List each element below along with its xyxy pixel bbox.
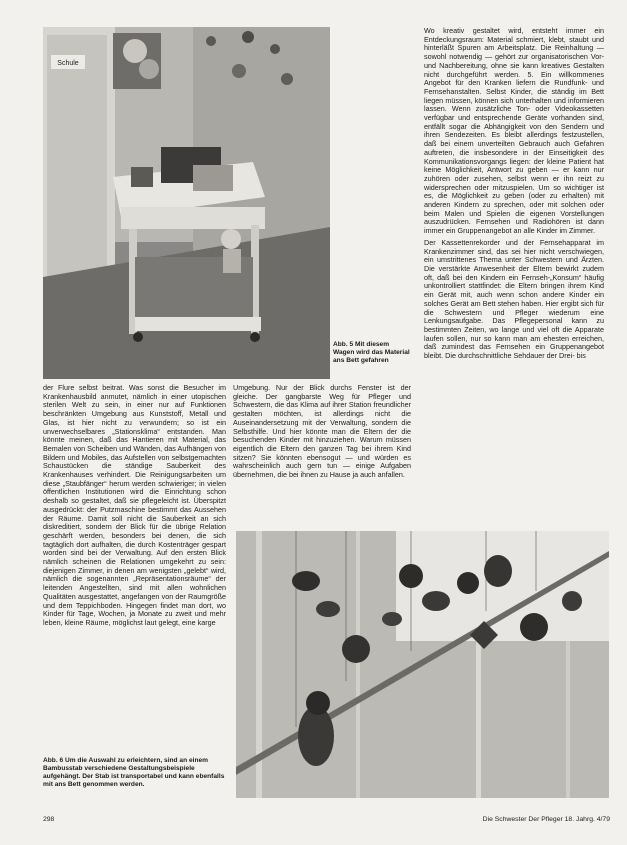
text-column-middle [233, 384, 411, 524]
photo-mobile-image [236, 531, 609, 798]
photo-bamboo-mobile [236, 531, 609, 798]
photo-material-cart [43, 27, 330, 379]
figure-caption-6: Abb. 6 Um die Auswahl zu erleichtern, sind an einem Bambusstab verschiedene Gestaltungsbeispiele aufgehängt. Der Stab ist transportabel und kann ebenfalls mit ans Bett genommen werden. [43, 757, 225, 788]
paragraph-right-2: Der Kassettenrekorder und der Fernsehapparat im Krankenzimmer sind, das sei hier nicht verschwiegen, ein umstrittenes Thema unter Schwestern und Ärzten. Die verstärkte Anwesenheit der Eltern bewirkt zudem oft, daß bei den Kindern ein Fernseh-„Konsum“ häufig unkontrolliert stattfindet: die Eltern bringen ihrem Kind ein Gerät mit, auch wenn schon andere Kinder ein solches Gerät am Bett stehen haben. Hier ergibt sich für die Schwestern und Pfleger wiederum eine Lenkungsaufgabe. Das Pflegepersonal kann zu bestimmten Zeiten, wo lange und viel oft die Apparate laufen sollen, nur so kann man am ehesten erreichen, daß zumindest das Fernsehen ein Gruppenangebot bleibt. Die durchschnittliche Sehdauer der Drei- bis [424, 237, 604, 361]
text-column-left [43, 384, 226, 754]
figure-caption-5: Abb. 5 Mit diesem Wagen wird das Material ans Bett gefahren [333, 341, 410, 364]
sign-label: Schule [57, 60, 79, 67]
paragraph-left: der Flure selbst beitrat. Was sonst die Besucher im Krankenhausbild anmutet, nämlich in einer utopischen sterilen Welt zu sein, in einer nur auf Funktionen beschränkten Umgebung aus Kunststoff, Metall und Glas, ist hier nicht zu verwundern; so ist ein unverwechselbares „Stationsklima“ entstanden. Man könnte meinen, daß das Hantieren mit Material, das Bemalen von Scheiben und Wänden, das Aufhängen von Bildern und Mobiles, das Aufstellen von selbstgemachten Schaustücken die ständige Sauberkeit des Krankenhauses verhindert. Die Reinigungsarbeiten um diese „Staubfänger“ herum werden schwieriger; in vielen öffentlichen Institutionen wird die Einrichtung schon deshalb so gestaltet, daß sie pflegeleicht ist. Überspitzt ausgedrückt: der Putzmaschine bestimmt das Aussehen der Räume. Damit soll nicht die Sauberkeit an sich diskreditiert, sondern der Blick für die übrige Relation geschärft werden, besonders bei denen, die sich tagtäglich dort aufhalten, die durch Kostenträger gespart worden sind bei der Verwaltung. Auf den ersten Blick nämlich scheinen die Relationen umgekehrt zu sein: diejenigen Zimmer, in denen am wenigsten „gelebt“ wird, nämlich die sogenannten „Repräsentationsräume“ der leitenden Angestellten, sind mit allen wohnlichen Qualitäten ausgestattet, angefangen von der Raumgröße und dem Teppichboden. Hingegen findet man dort, wo Kinder für Tage, Wochen, ja Monate zu zweit und mehr leben, kleine Räume, möglichst laut gelegt, eine karge [43, 384, 226, 627]
page-number: 298 [43, 816, 55, 823]
paragraph-middle: Umgebung. Nur der Blick durchs Fenster ist der gleiche. Der gangbarste Weg für Pfleger und Schwestern, die das Klima auf ihrer Station freundlicher gestalten möchten, ist allerdings nicht die Auseinandersetzung mit der Verwaltung, sondern die Selbsthilfe. Und hier könnte man die Eltern der die besuchenden Kinder mit hinzuziehen. Warum müssen eigentlich die Eltern den ganzen Tag bei ihrem Kind sitzen? Sie könnten ebensogut — und würden es wahrscheinlich auch gern tun — einige Aufgaben übernehmen, die bei ihnen zu Hause ja auch anfallen. [233, 384, 411, 480]
photo-cart-image [43, 27, 330, 379]
text-column-right [424, 27, 604, 512]
paragraph-right-1: Wo kreativ gestaltet wird, entsteht immer ein Entdeckungsraum: Material schmiert, klebt, staubt und hinterläßt Spuren am Arbeitsplatz. Die Reinhaltung — sowohl notwendig — gehört zur organisatorischen Vor- und Nachbereitung, ohne sie kann kreatives Gestalten nicht durchgeführt werden. 5. Ein willkommenes Angebot für den Kranken liefern die Rundfunk- und Fernsehanstalten. Selbst Kinder, die ständig im Bett liegen müssen, können sich unterhalten und informieren lassen. Wenn zusätzliche Ton- oder Videokassetten verfügbar und entsprechende Geräte vorhanden sind, entfällt sogar die Abhängigkeit von den Sendern und ihren Sendezeiten. Es bleibt allerdings festzustellen, daß bei einem unverteilten Gebrauch auch Gefahren auftreten, die insbesondere in der Einseitigkeit des Kommunikationsvorgangs liegen: der kleine Patient hat keine Möglichkeit, Antwort zu geben — er kann nur zuhören oder zusehen, selbst wenn er ihn reizt zu widersprechen oder mitzuspielen. Um so wichtiger ist es, die Möglichkeit zu geben (oder zu erhalten) mit anderen Kindern zu sprechen, oder mit solchen oder beim Malen und Spielen die eigenen Vorstellungen auszudrücken. Fernsehen und Radiohören ist dann immer ein Gruppenangebot an alle Kinder im Zimmer. [424, 27, 604, 236]
journal-footer: Die Schwester Der Pfleger 18. Jahrg. 4/79 [482, 816, 610, 823]
